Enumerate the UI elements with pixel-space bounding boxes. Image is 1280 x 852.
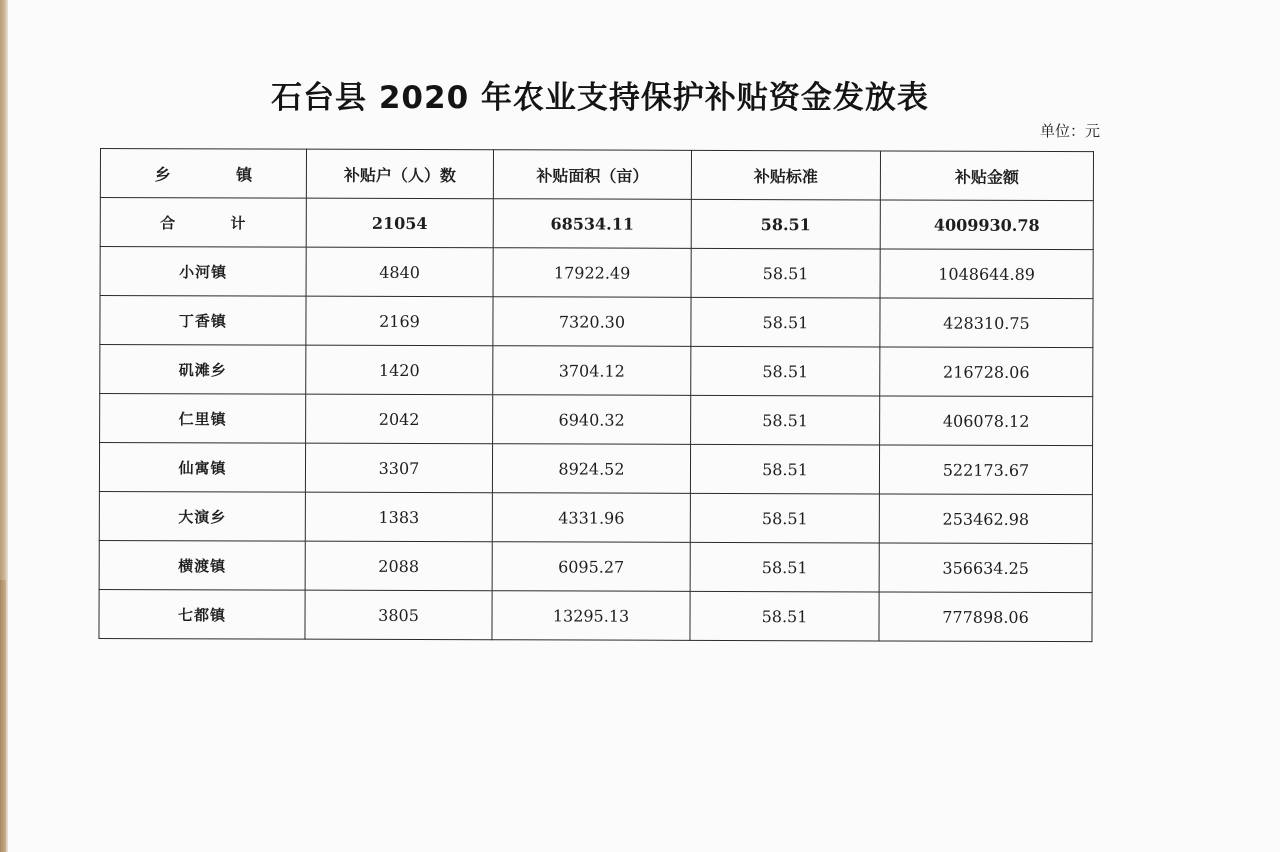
header-town: 乡 镇 <box>100 149 306 199</box>
header-rate: 补贴标准 <box>691 150 880 200</box>
area-cell: 6095.27 <box>492 542 690 592</box>
town-name: 七都镇 <box>99 589 305 639</box>
unit-label: 单位：元 <box>1039 122 1100 140</box>
households-cell: 2042 <box>306 394 493 444</box>
table-row <box>100 345 1093 397</box>
rate-cell: 58.51 <box>691 297 880 347</box>
households-cell: 2169 <box>306 296 493 346</box>
area-cell: 8924.52 <box>492 444 690 494</box>
total-label: 合 计 <box>100 198 306 248</box>
rate-cell: 58.51 <box>690 591 879 641</box>
total-rate: 58.51 <box>691 199 880 249</box>
households-cell: 2088 <box>305 541 492 591</box>
households-cell: 1383 <box>305 492 492 542</box>
table-row <box>99 589 1092 641</box>
table-row <box>99 491 1092 543</box>
area-cell: 3704.12 <box>493 346 691 396</box>
area-cell: 13295.13 <box>492 591 690 641</box>
table-header-row <box>100 149 1093 201</box>
rate-cell: 58.51 <box>691 248 880 298</box>
town-name: 仁里镇 <box>100 394 306 444</box>
area-cell: 6940.32 <box>493 395 691 445</box>
rate-cell: 58.51 <box>691 395 880 445</box>
table-row <box>100 296 1093 348</box>
amount-cell: 522173.67 <box>879 445 1092 495</box>
amount-cell: 777898.06 <box>879 592 1092 642</box>
amount-cell: 428310.75 <box>880 298 1093 348</box>
town-name: 丁香镇 <box>100 296 306 346</box>
header-area: 补贴面积（亩） <box>493 150 691 200</box>
amount-cell: 356634.25 <box>879 543 1092 593</box>
total-amount: 4009930.78 <box>880 200 1093 250</box>
households-cell: 3805 <box>305 590 492 640</box>
rate-cell: 58.51 <box>690 493 879 543</box>
total-households: 21054 <box>306 198 493 248</box>
total-row <box>100 198 1093 250</box>
header-households: 补贴户（人）数 <box>306 149 493 199</box>
table-row <box>99 443 1092 495</box>
town-name: 仙寓镇 <box>99 443 305 493</box>
table-row <box>99 540 1092 592</box>
rate-cell: 58.51 <box>690 542 879 592</box>
amount-cell: 253462.98 <box>879 494 1092 544</box>
area-cell: 4331.96 <box>492 493 690 543</box>
town-name: 矶滩乡 <box>100 345 306 395</box>
amount-cell: 216728.06 <box>880 347 1093 397</box>
households-cell: 1420 <box>306 345 493 395</box>
area-cell: 17922.49 <box>493 248 691 298</box>
scanned-page-edge-shadow <box>0 580 6 852</box>
table-row <box>100 247 1093 299</box>
rate-cell: 58.51 <box>691 346 880 396</box>
amount-cell: 1048644.89 <box>880 249 1093 299</box>
area-cell: 7320.30 <box>493 297 691 347</box>
amount-cell: 406078.12 <box>880 396 1093 446</box>
table-row <box>100 394 1093 446</box>
document-title: 石台县 2020 年农业支持保护补贴资金发放表 <box>271 80 929 116</box>
rate-cell: 58.51 <box>690 444 879 494</box>
town-name: 大演乡 <box>99 491 305 541</box>
header-amount: 补贴金额 <box>880 151 1093 201</box>
town-name: 小河镇 <box>100 247 306 297</box>
households-cell: 3307 <box>305 443 492 493</box>
subsidy-table <box>98 148 1094 642</box>
households-cell: 4840 <box>306 247 493 297</box>
total-area: 68534.11 <box>493 199 691 249</box>
town-name: 横渡镇 <box>99 540 305 590</box>
